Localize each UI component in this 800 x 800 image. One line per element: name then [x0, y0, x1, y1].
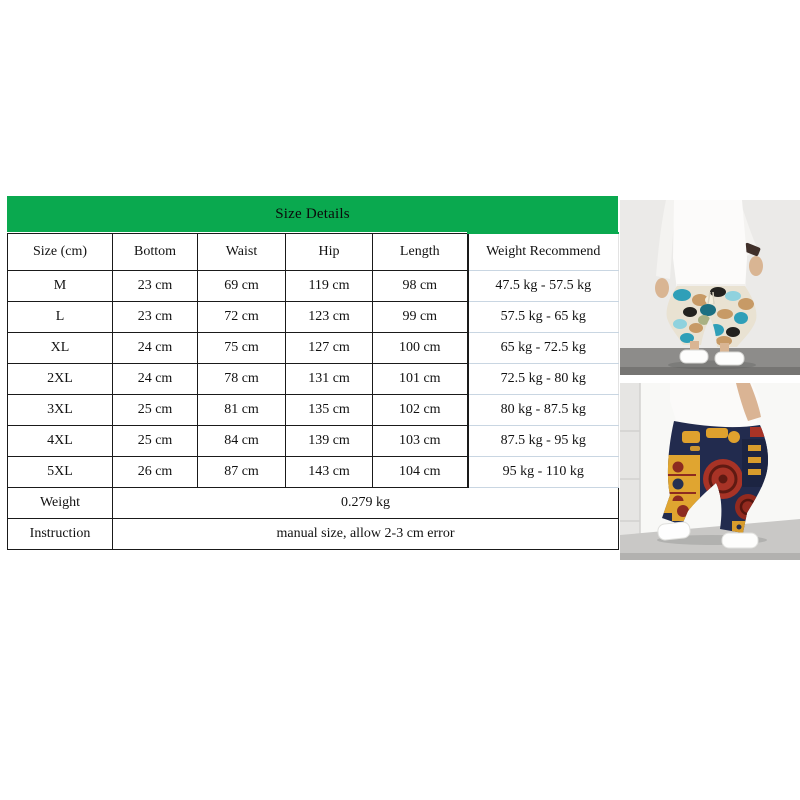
instruction-row — [8, 519, 619, 550]
measurement-cell: 143 cm — [286, 457, 373, 488]
size-label-cell: 3XL — [8, 395, 113, 426]
weight-recommend-cell: 87.5 kg - 95 kg — [468, 426, 619, 457]
weight-recommend-cell: 47.5 kg - 57.5 kg — [468, 271, 619, 302]
measurement-cell: 78 cm — [198, 364, 286, 395]
column-header-weight-recommend: Weight Recommend — [468, 233, 619, 271]
table-row-5xl — [8, 457, 619, 488]
measurement-cell: 135 cm — [286, 395, 373, 426]
weight-row — [8, 488, 619, 519]
table-row-3xl — [8, 395, 619, 426]
header-row — [8, 233, 619, 271]
measurement-cell: 103 cm — [373, 426, 468, 457]
size-label-cell: 2XL — [8, 364, 113, 395]
measurement-cell: 25 cm — [113, 426, 198, 457]
measurement-cell: 131 cm — [286, 364, 373, 395]
weight-recommend-cell: 95 kg - 110 kg — [468, 457, 619, 488]
table-row-m — [8, 271, 619, 302]
measurement-cell: 123 cm — [286, 302, 373, 333]
measurement-cell: 24 cm — [113, 333, 198, 364]
weight-recommend-cell: 57.5 kg - 65 kg — [468, 302, 619, 333]
size-label-cell: M — [8, 271, 113, 302]
table-row-xl — [8, 333, 619, 364]
pants-back-illustration — [620, 383, 800, 560]
instruction-row-value: manual size, allow 2-3 cm error — [113, 519, 619, 550]
measurement-cell: 81 cm — [198, 395, 286, 426]
table-row-l — [8, 302, 619, 333]
measurement-cell: 99 cm — [373, 302, 468, 333]
column-header-length: Length — [373, 233, 468, 271]
measurement-cell: 98 cm — [373, 271, 468, 302]
measurement-cell: 87 cm — [198, 457, 286, 488]
table-row-4xl — [8, 426, 619, 457]
measurement-cell: 104 cm — [373, 457, 468, 488]
size-label-cell: XL — [8, 333, 113, 364]
measurement-cell: 100 cm — [373, 333, 468, 364]
column-header-bottom: Bottom — [113, 233, 198, 271]
measurement-cell: 23 cm — [113, 271, 198, 302]
product-photo-back — [620, 383, 800, 560]
size-label-cell: 5XL — [8, 457, 113, 488]
measurement-cell: 72 cm — [198, 302, 286, 333]
size-label-cell: 4XL — [8, 426, 113, 457]
weight-recommend-cell: 72.5 kg - 80 kg — [468, 364, 619, 395]
measurement-cell: 75 cm — [198, 333, 286, 364]
column-header-size: Size (cm) — [8, 233, 113, 271]
weight-recommend-cell: 80 kg - 87.5 kg — [468, 395, 619, 426]
column-header-hip: Hip — [286, 233, 373, 271]
weight-row-value: 0.279 kg — [113, 488, 619, 519]
pants-front-illustration — [620, 200, 800, 375]
product-photo-front — [620, 200, 800, 375]
measurement-cell: 24 cm — [113, 364, 198, 395]
measurement-cell: 102 cm — [373, 395, 468, 426]
size-label-cell: L — [8, 302, 113, 333]
measurement-cell: 23 cm — [113, 302, 198, 333]
measurement-cell: 26 cm — [113, 457, 198, 488]
column-header-waist: Waist — [198, 233, 286, 271]
measurement-cell: 127 cm — [286, 333, 373, 364]
table-row-2xl — [8, 364, 619, 395]
measurement-cell: 119 cm — [286, 271, 373, 302]
measurement-cell: 139 cm — [286, 426, 373, 457]
size-chart — [7, 196, 618, 550]
measurement-cell: 69 cm — [198, 271, 286, 302]
size-table — [7, 232, 619, 550]
measurement-cell: 84 cm — [198, 426, 286, 457]
weight-row-label: Weight — [8, 488, 113, 519]
weight-recommend-cell: 65 kg - 72.5 kg — [468, 333, 619, 364]
measurement-cell: 101 cm — [373, 364, 468, 395]
instruction-row-label: Instruction — [8, 519, 113, 550]
measurement-cell: 25 cm — [113, 395, 198, 426]
size-chart-title: Size Details — [7, 196, 618, 232]
